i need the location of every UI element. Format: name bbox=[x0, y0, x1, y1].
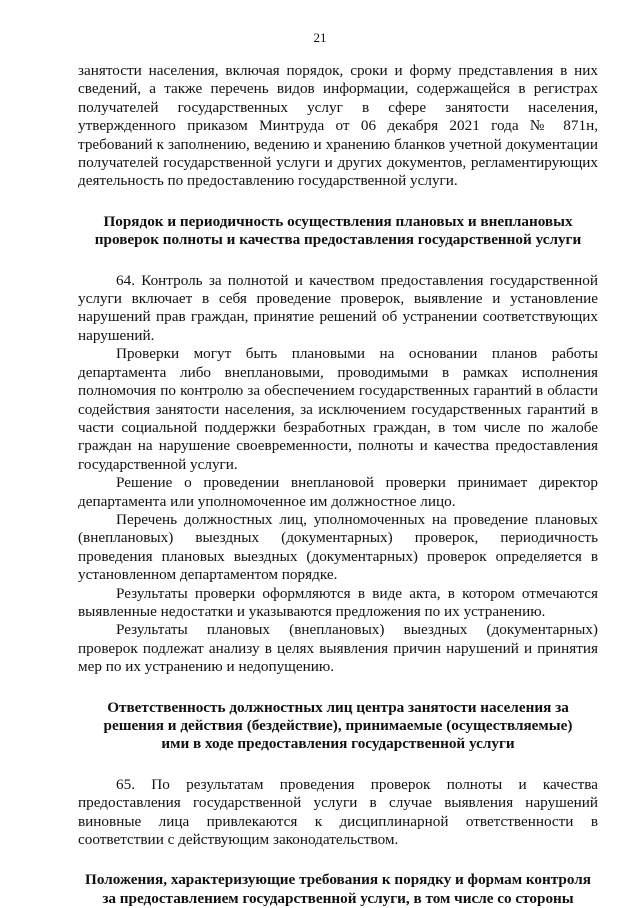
heading-line: Ответственность должностных лиц центра занятости населения за bbox=[107, 698, 569, 716]
paragraph-inspection-types: Проверки могут быть плановыми на основании планов работы департамента либо внеплановыми, проводимыми в рамках исполнения полномочия по контролю за обеспечением государственных гарантий в области содействия занятости населения, за исключением государственных гарантий в части социальной поддержки безработных граждан, в том числе по жалобе граждан на нарушение своевременности, полноты и качества предоставления государственной услуги. bbox=[78, 345, 598, 473]
paragraph-65: 65. По результатам проведения проверок полноты и качества предоставления государственной услуги в случае выявления нарушений виновные лица привлекаются к дисциплинарной ответственности в соответствии с действующим законодательством. bbox=[78, 775, 598, 849]
heading-line: ими в ходе предоставления государственной услуги bbox=[161, 735, 515, 753]
paragraph-results-analysis: Результаты плановых (внеплановых) выездных (документарных) проверок подлежат анализу в целях выявления причин нарушений и принятия мер по их устранению и недопущению. bbox=[78, 621, 598, 676]
section-body-inspections bbox=[78, 272, 598, 677]
intro-paragraph: занятости населения, включая порядок, сроки и форму представления в них сведений, а также перечень видов информации, содержащейся в регистрах получателей государственных услуг в сфере занятости населения, утвержденного приказом Минтруда от 06 декабря 2021 года № 871н, требований к заполнению, ведению и хранению бланков учетной документации получателей государственной услуги и других документов, регламентирующих деятельность по предоставлению государственной услуги. bbox=[78, 62, 598, 190]
heading-line: за предоставлением государственной услуги, в том числе со стороны bbox=[102, 889, 574, 907]
section-heading-inspections: Порядок и периодичность осуществления плановых и внеплановых проверок полноты и качества предоставления государственной услуги bbox=[94, 212, 582, 249]
document-body bbox=[78, 62, 598, 908]
section-heading-responsibility bbox=[78, 699, 598, 754]
heading-line: решения и действия (бездействие), принимаемые (осуществляемые) bbox=[103, 717, 573, 734]
paragraph-officials-list: Перечень должностных лиц, уполномоченных на проведение плановых (внеплановых) выездных (документарных) проверок, периодичность проведения плановых выездных (документарных) проверок определяется в установленном департаментом порядке. bbox=[78, 510, 598, 584]
paragraph-inspection-results: Результаты проверки оформляются в виде акта, в котором отмечаются выявленные недостатки и указываются предложения по их устранению. bbox=[78, 584, 598, 620]
page-number: 21 bbox=[313, 30, 327, 45]
section-body-responsibility bbox=[78, 776, 598, 850]
paragraph-64: 64. Контроль за полнотой и качеством предоставления государственной услуги включает в себя проведение проверок, выявление и установление нарушений прав граждан, принятие решений об устранении соответствующих нарушений. bbox=[78, 271, 598, 344]
heading-line: Положения, характеризующие требования к порядку и формам контроля bbox=[85, 871, 591, 889]
paragraph-unscheduled-decision: Решение о проведении внеплановой проверки принимает директор департамента или уполномоченное им должностное лицо. bbox=[78, 474, 598, 510]
section-heading-control-requirements bbox=[78, 871, 598, 908]
